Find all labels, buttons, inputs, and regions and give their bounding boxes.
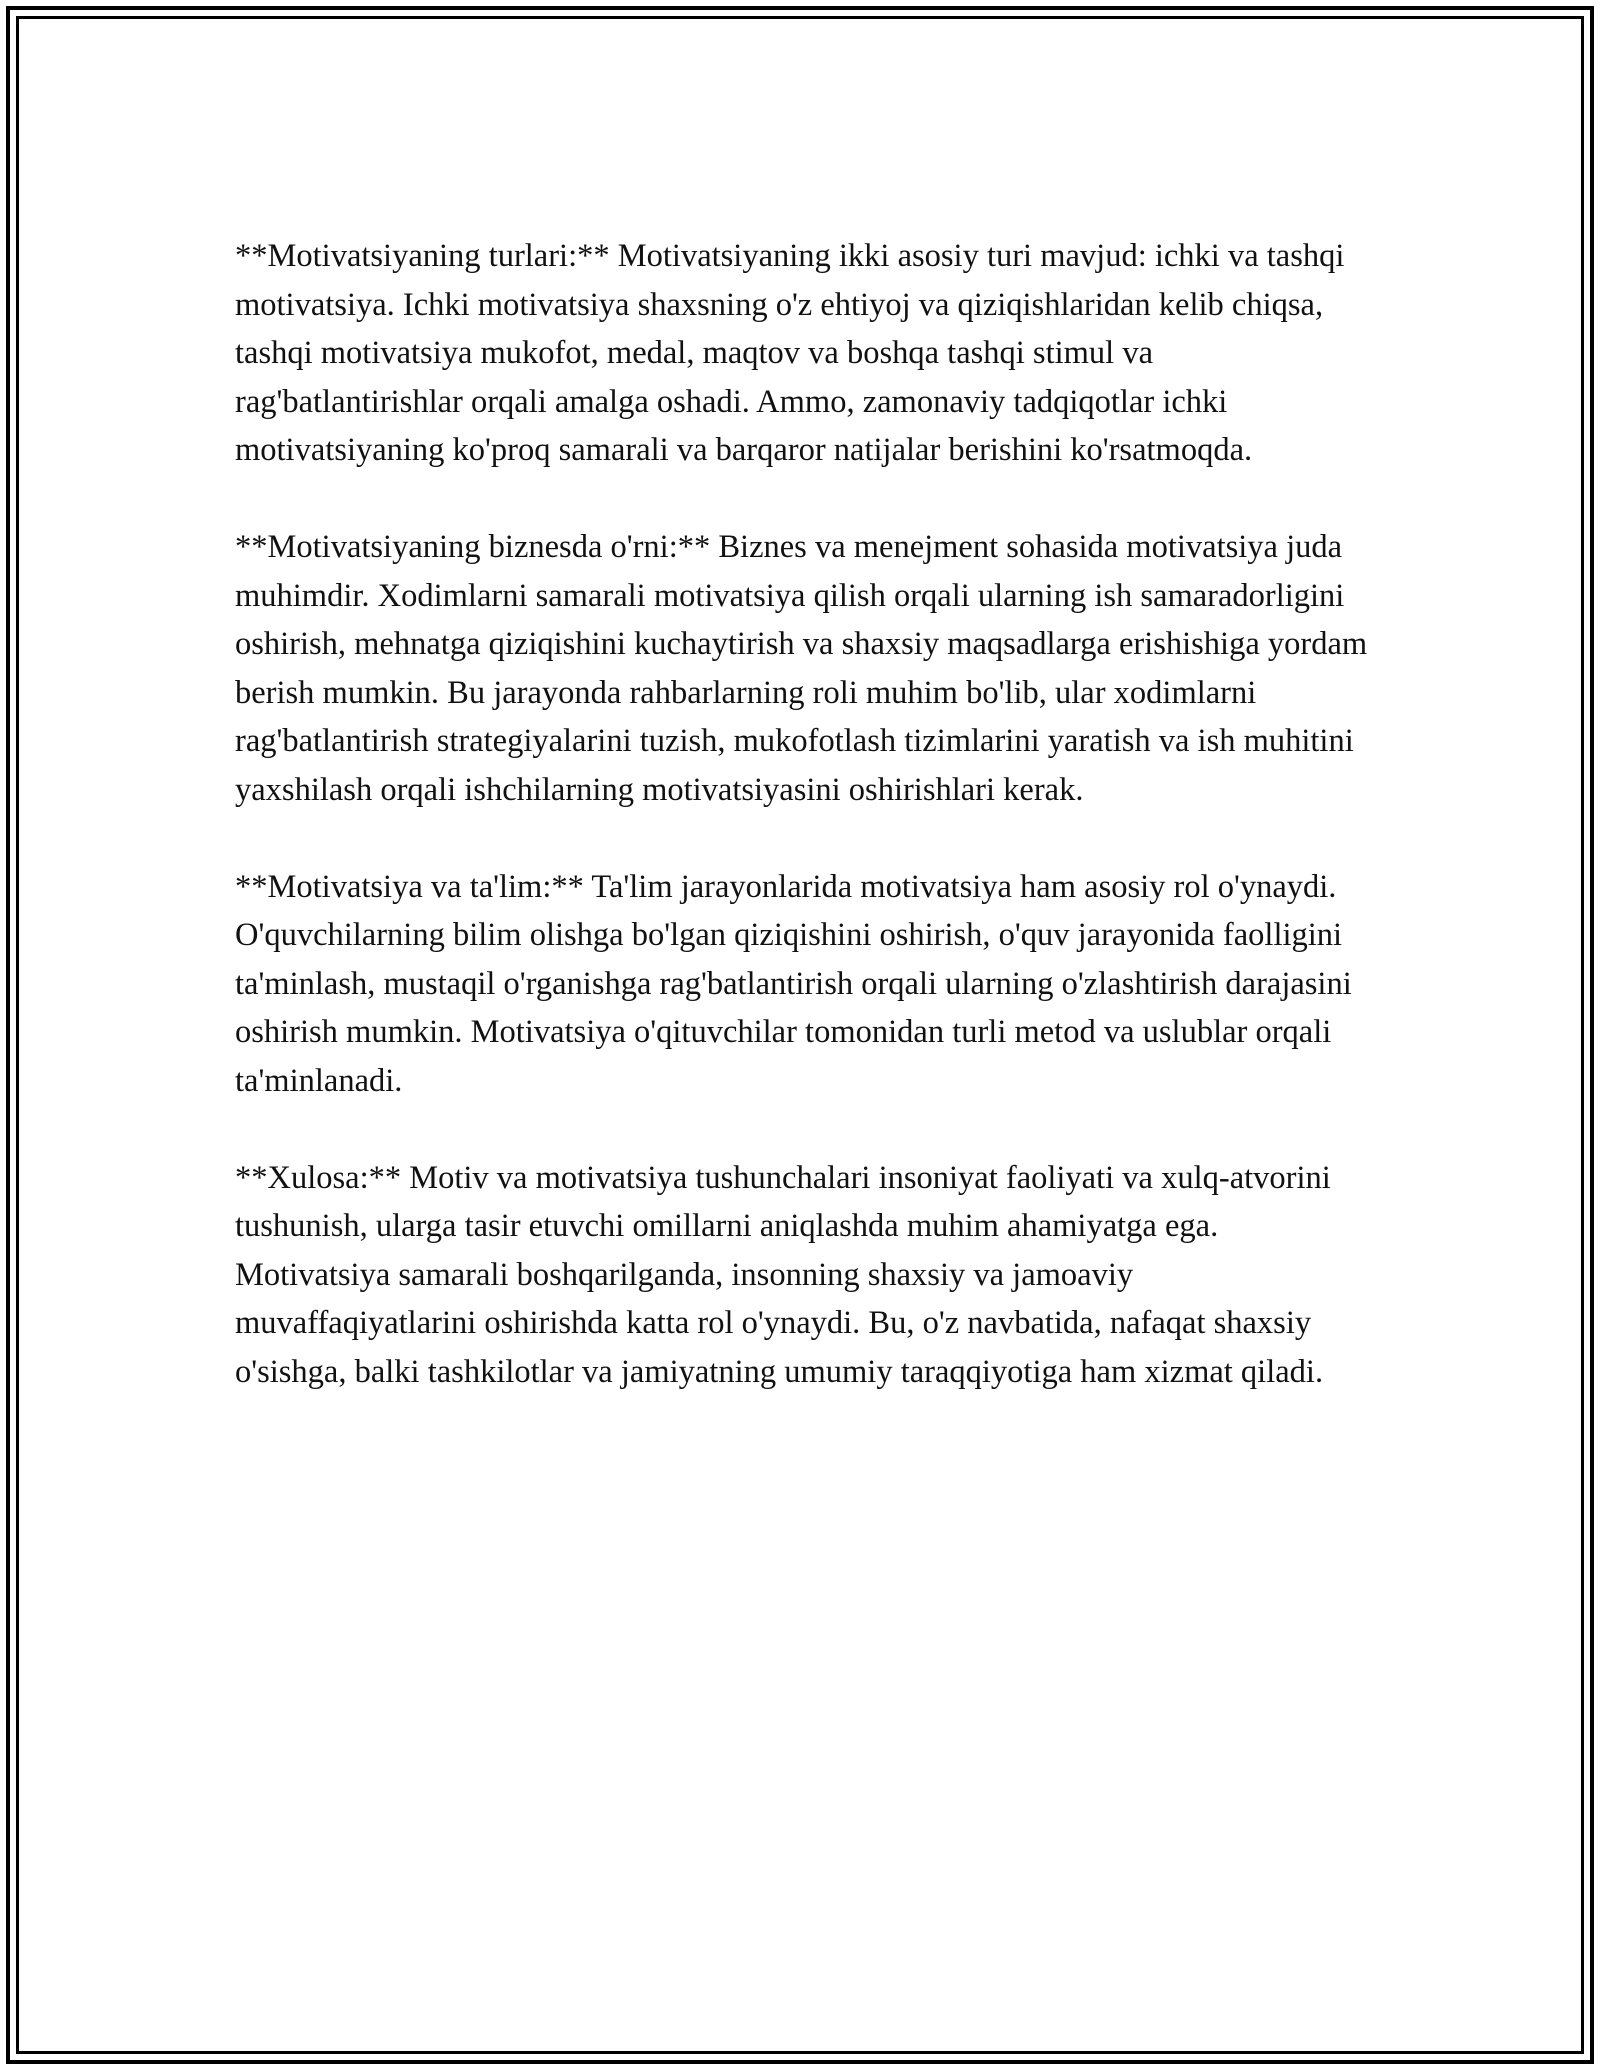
paragraph-conclusion: **Xulosa:** Motiv va motivatsiya tushunchalari insoniyat faoliyati va xulq-atvorini tushunish, ularga tasir etuvchi omillarni aniqlashda muhim ahamiyatga ega. Motivatsiya samarali boshqarilganda, insonning shaxsiy va jamoaviy muvaffaqiyatlarini oshirishda katta rol o'ynaydi. Bu, o'z navbatida, nafaqat shaxsiy o'sishga, balki tashkilotlar va jamiyatning umumiy taraqqiyotiga ham xizmat qiladi. — [235, 1159, 1331, 1390]
paragraph-motivation-education: **Motivatsiya va ta'lim:** Ta'lim jarayonlarida motivatsiya ham asosiy rol o'ynaydi. O'quvchilarning bilim olishga bo'lgan qiziqishini oshirish, o'quv jarayonida faolligini ta'minlash, mustaqil o'rganishga rag'batlantirish orqali ularning o'zlashtirish darajasini oshirish mumkin. Motivatsiya o'qituvchilar tomonidan turli metod va uslublar orqali ta'minlanadi. — [235, 868, 1352, 1099]
document-body — [235, 232, 1370, 1445]
paragraph-motivation-business: **Motivatsiyaning biznesda o'rni:** Biznes va menejment sohasida motivatsiya juda muhimdir. Xodimlarni samarali motivatsiya qilish orqali ularning ish samaradorligini oshirish, mehnatga qiziqishini kuchaytirish va shaxsiy maqsadlarga erishishiga yordam berish mumkin. Bu jarayonda rahbarlarning roli muhim bo'lib, ular xodimlarni rag'batlantirish strategiyalarini tuzish, mukofotlash tizimlarini yaratish va ish muhitini yaxshilash orqali ishchilarning motivatsiyasini oshirishlari kerak. — [235, 529, 1368, 808]
paragraph-motivation-types: **Motivatsiyaning turlari:** Motivatsiyaning ikki asosiy turi mavjud: ichki va tashqi motivatsiya. Ichki motivatsiya shaxsning o'z ehtiyoj va qiziqishlaridan kelib chiqsa, tashqi motivatsiya mukofot, medal, maqtov va boshqa tashqi stimul va rag'batlantirishlar orqali amalga oshadi. Ammo, zamonaviy tadqiqotlar ichki motivatsiyaning ko'proq samarali va barqaror natijalar berishini ko'rsatmoqda. — [235, 238, 1345, 468]
